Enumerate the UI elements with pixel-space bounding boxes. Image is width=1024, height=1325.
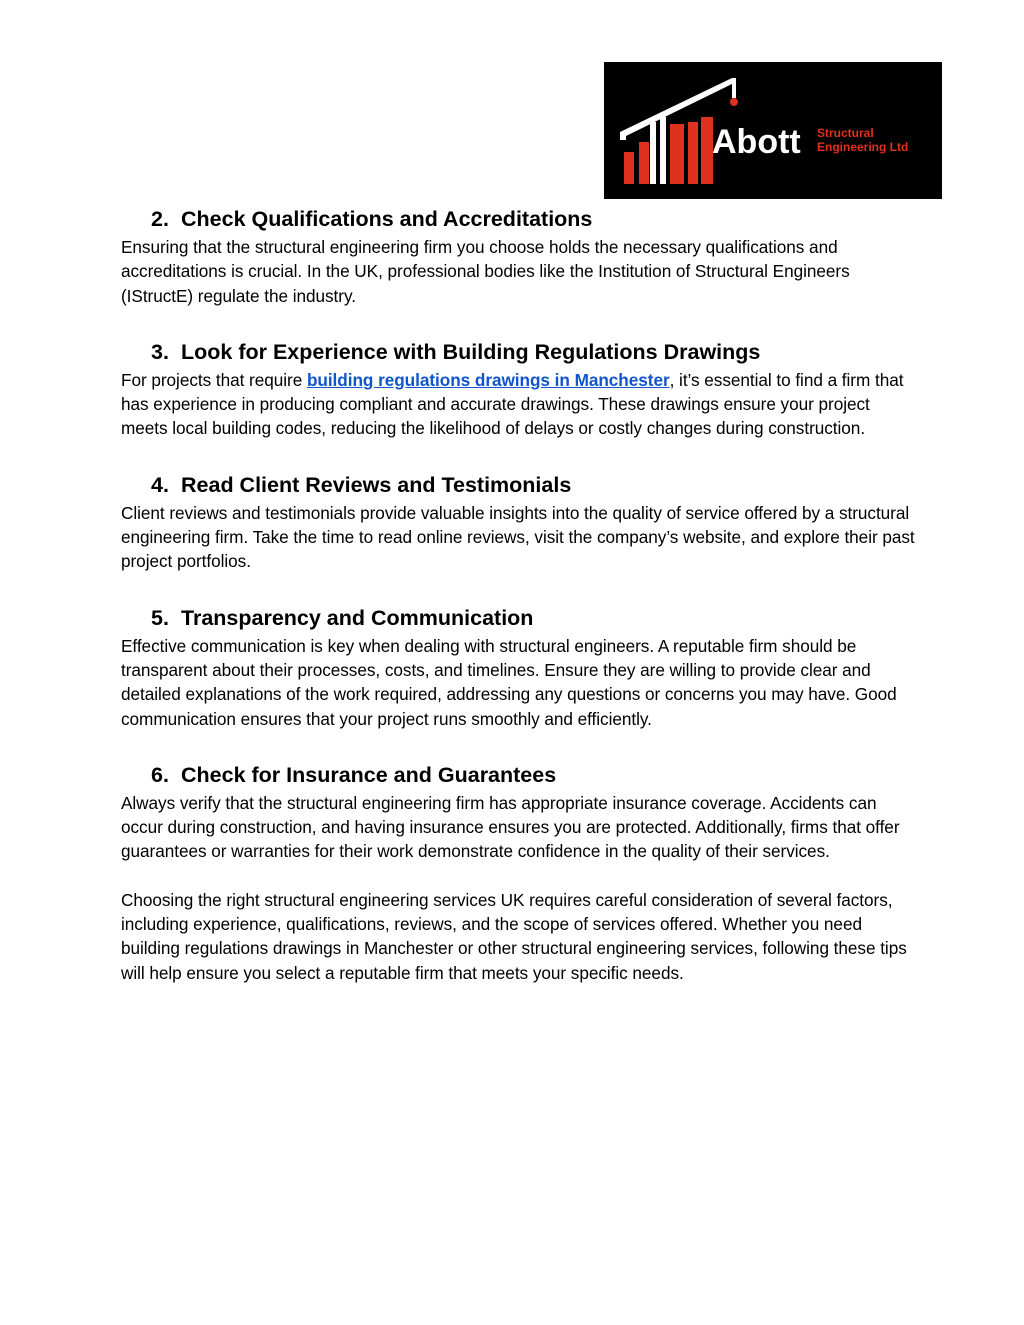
section-heading [121,471,921,499]
section-title: Read Client Reviews and Testimonials [181,472,572,497]
section-number: 6. [151,762,169,787]
logo-bar [624,152,634,184]
section-building-regulations [121,338,921,441]
section-title: Transparency and Communication [181,605,534,630]
logo-bar [688,122,698,184]
section-number: 5. [151,605,169,630]
section-number: 4. [151,472,169,497]
section-body-intro: For projects that require [121,369,307,390]
company-logo [604,62,942,199]
section-number: 2. [151,207,169,231]
section-qualifications [121,205,921,308]
section-title: Look for Experience with Building Regulations Drawings [181,339,761,364]
logo-crane-hook [730,98,738,106]
section-body [121,368,921,441]
closing-paragraph: Choosing the right structural engineering services UK requires careful consideration of several factors, including experience, qualifications, reviews, and the scope of services offered. Whether you need building regulations drawings in Manchester or other structural engineering services, following these tips will help ensure you select a reputable firm that meets your specific needs. [121,889,907,983]
section-transparency [121,604,921,731]
section-body: Effective communication is key when dealing with structural engineers. A reputable firm should be transparent about their processes, costs, and timelines. Ensure they are willing to provide clear and detailed explanations of the work required, addressing any questions or concerns you may have. Good communication ensures that your project runs smoothly and efficiently. [121,635,897,729]
section-heading [121,205,921,233]
section-title: Check Qualifications and Accreditations [181,207,593,231]
logo-crane [732,78,736,98]
section-title: Check for Insurance and Guarantees [181,762,557,787]
section-body-rest: , it’s essential to find a firm that has experience in producing compliant and accurate drawings. These drawings ensure your project meets local building codes, reducing the likelihood of delays or costly changes during construction. [121,369,904,439]
section-body: Ensuring that the structural engineering firm you choose holds the necessary qualifications and accreditations is crucial. In the UK, professional bodies like the Institution of Structural Engineers (IStructE) regulate the industry. [121,237,850,306]
section-heading [121,761,921,789]
section-body: Client reviews and testimonials provide valuable insights into the quality of service offered by a structural engineering firm. Take the time to read online reviews, visit the company’s website, and explore their past project portfolios. [121,502,915,572]
logo-tagline-line2: Engineering Ltd [817,140,909,154]
logo-bar [670,124,684,184]
section-reviews [121,471,921,574]
section-heading [121,338,921,366]
logo-tagline-line1: Structural [817,126,874,140]
section-insurance [121,761,921,864]
logo-brand-name: Abott [712,123,801,161]
logo-pillar [650,122,656,184]
logo-graphic [604,62,942,199]
section-heading [121,604,921,632]
document-body [121,205,921,985]
building-regulations-link[interactable]: building regulations drawings in Manchester [306,369,670,390]
logo-pillar [660,117,666,184]
logo-bar [639,142,649,184]
section-number: 3. [151,339,169,364]
section-body: Always verify that the structural engineering firm has appropriate insurance coverage. Accidents can occur during construction, and having insurance ensures you are protected. Additionally, firms that offer guarantees or warranties for their work demonstrate confidence in the quality of their services. [121,792,900,862]
